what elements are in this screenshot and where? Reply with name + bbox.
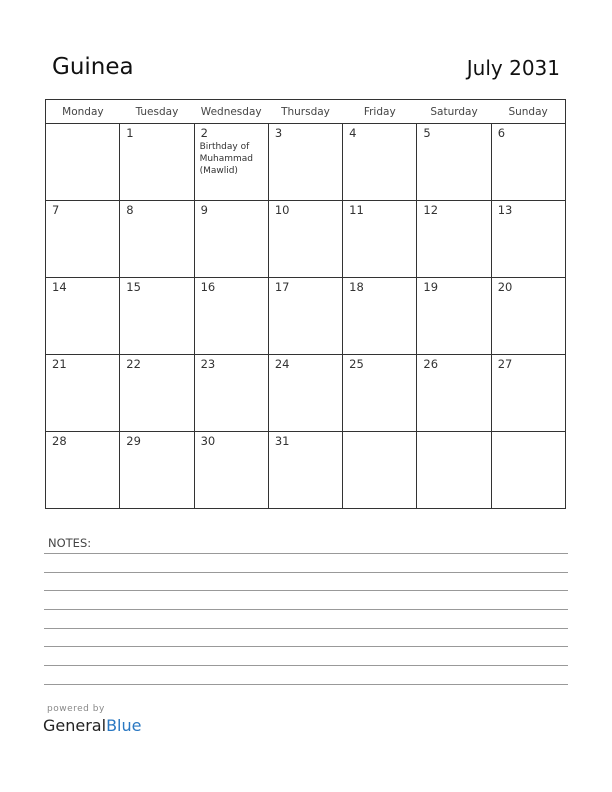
week-row [46,355,566,432]
month-year-title: July 2031 [466,56,560,80]
note-line [44,572,568,573]
day-number: 14 [52,280,67,294]
day-number: 31 [274,434,290,448]
day-number: 11 [349,203,364,217]
note-line [44,553,568,554]
day-cell [46,355,120,432]
day-cell [194,432,268,509]
day-number: 10 [274,203,290,217]
day-number: 28 [52,434,67,448]
day-number: 20 [497,280,513,294]
day-number: 27 [497,357,513,371]
weekday-header: Monday [46,100,120,124]
note-line [44,609,568,610]
day-cell [194,355,268,432]
day-number: 18 [349,280,364,294]
day-cell [268,432,342,509]
day-number: 8 [126,203,134,217]
week-row [46,124,566,201]
day-cell [343,201,417,278]
week-row [46,278,566,355]
day-number: 25 [349,357,364,371]
day-cell [343,432,417,509]
weekday-header-row [46,100,566,124]
day-number: 26 [423,357,439,371]
day-number: 23 [200,357,216,371]
day-number: 17 [274,280,290,294]
day-number: 19 [423,280,439,294]
day-cell [491,355,565,432]
day-number: 21 [52,357,67,371]
day-number: 5 [423,126,431,140]
note-line [44,590,568,591]
day-cell [46,432,120,509]
powered-by-text: powered by [47,704,105,714]
day-number: 9 [200,203,208,217]
day-cell [417,201,491,278]
day-cell [268,278,342,355]
day-cell [417,124,491,201]
day-cell [120,432,194,509]
day-number: 3 [274,126,283,140]
generalblue-logo[interactable] [43,716,141,735]
day-cell [194,201,268,278]
day-cell [120,355,194,432]
day-cell [120,278,194,355]
day-cell [343,355,417,432]
weekday-header: Friday [343,100,417,124]
day-cell [120,124,194,201]
calendar-grid [45,99,566,509]
day-cell [417,355,491,432]
day-number: 13 [497,203,513,217]
day-number: 24 [274,357,290,371]
note-line [44,628,568,629]
weekday-header: Wednesday [194,100,268,124]
day-cell [120,201,194,278]
day-cell [491,124,565,201]
day-cell [343,124,417,201]
notes-label: NOTES: [48,536,92,550]
day-cell [46,124,120,201]
day-number: 6 [497,126,506,140]
day-number: 12 [423,203,439,217]
brand-blue: Blue [106,716,142,735]
day-cell [194,278,268,355]
note-line [44,684,568,685]
day-number: 2 [200,126,208,140]
day-cell [491,201,565,278]
day-cell [417,278,491,355]
holiday-event: Birthday of Muhammad (Mawlid) [199,142,254,176]
day-number: 22 [126,357,141,371]
brand-general: General [43,716,107,735]
day-number: 4 [349,126,357,140]
day-cell [491,278,565,355]
day-number: 30 [200,434,216,448]
day-cell [343,278,417,355]
day-number: 16 [200,280,216,294]
country-title: Guinea [52,54,134,80]
day-number: 1 [126,126,134,140]
week-row [46,432,566,509]
note-line [44,646,568,647]
day-cell [268,355,342,432]
day-cell [491,432,565,509]
day-cell [46,201,120,278]
weekday-header: Tuesday [120,100,194,124]
day-number: 15 [126,280,141,294]
week-row [46,201,566,278]
day-cell [194,124,268,201]
weekday-header: Sunday [491,100,565,124]
day-cell [46,278,120,355]
day-cell [417,432,491,509]
day-cell [268,201,342,278]
day-number: 7 [52,203,60,217]
weekday-header: Saturday [417,100,491,124]
day-number: 29 [126,434,141,448]
day-cell [268,124,342,201]
weekday-header: Thursday [268,100,342,124]
note-line [44,665,568,666]
